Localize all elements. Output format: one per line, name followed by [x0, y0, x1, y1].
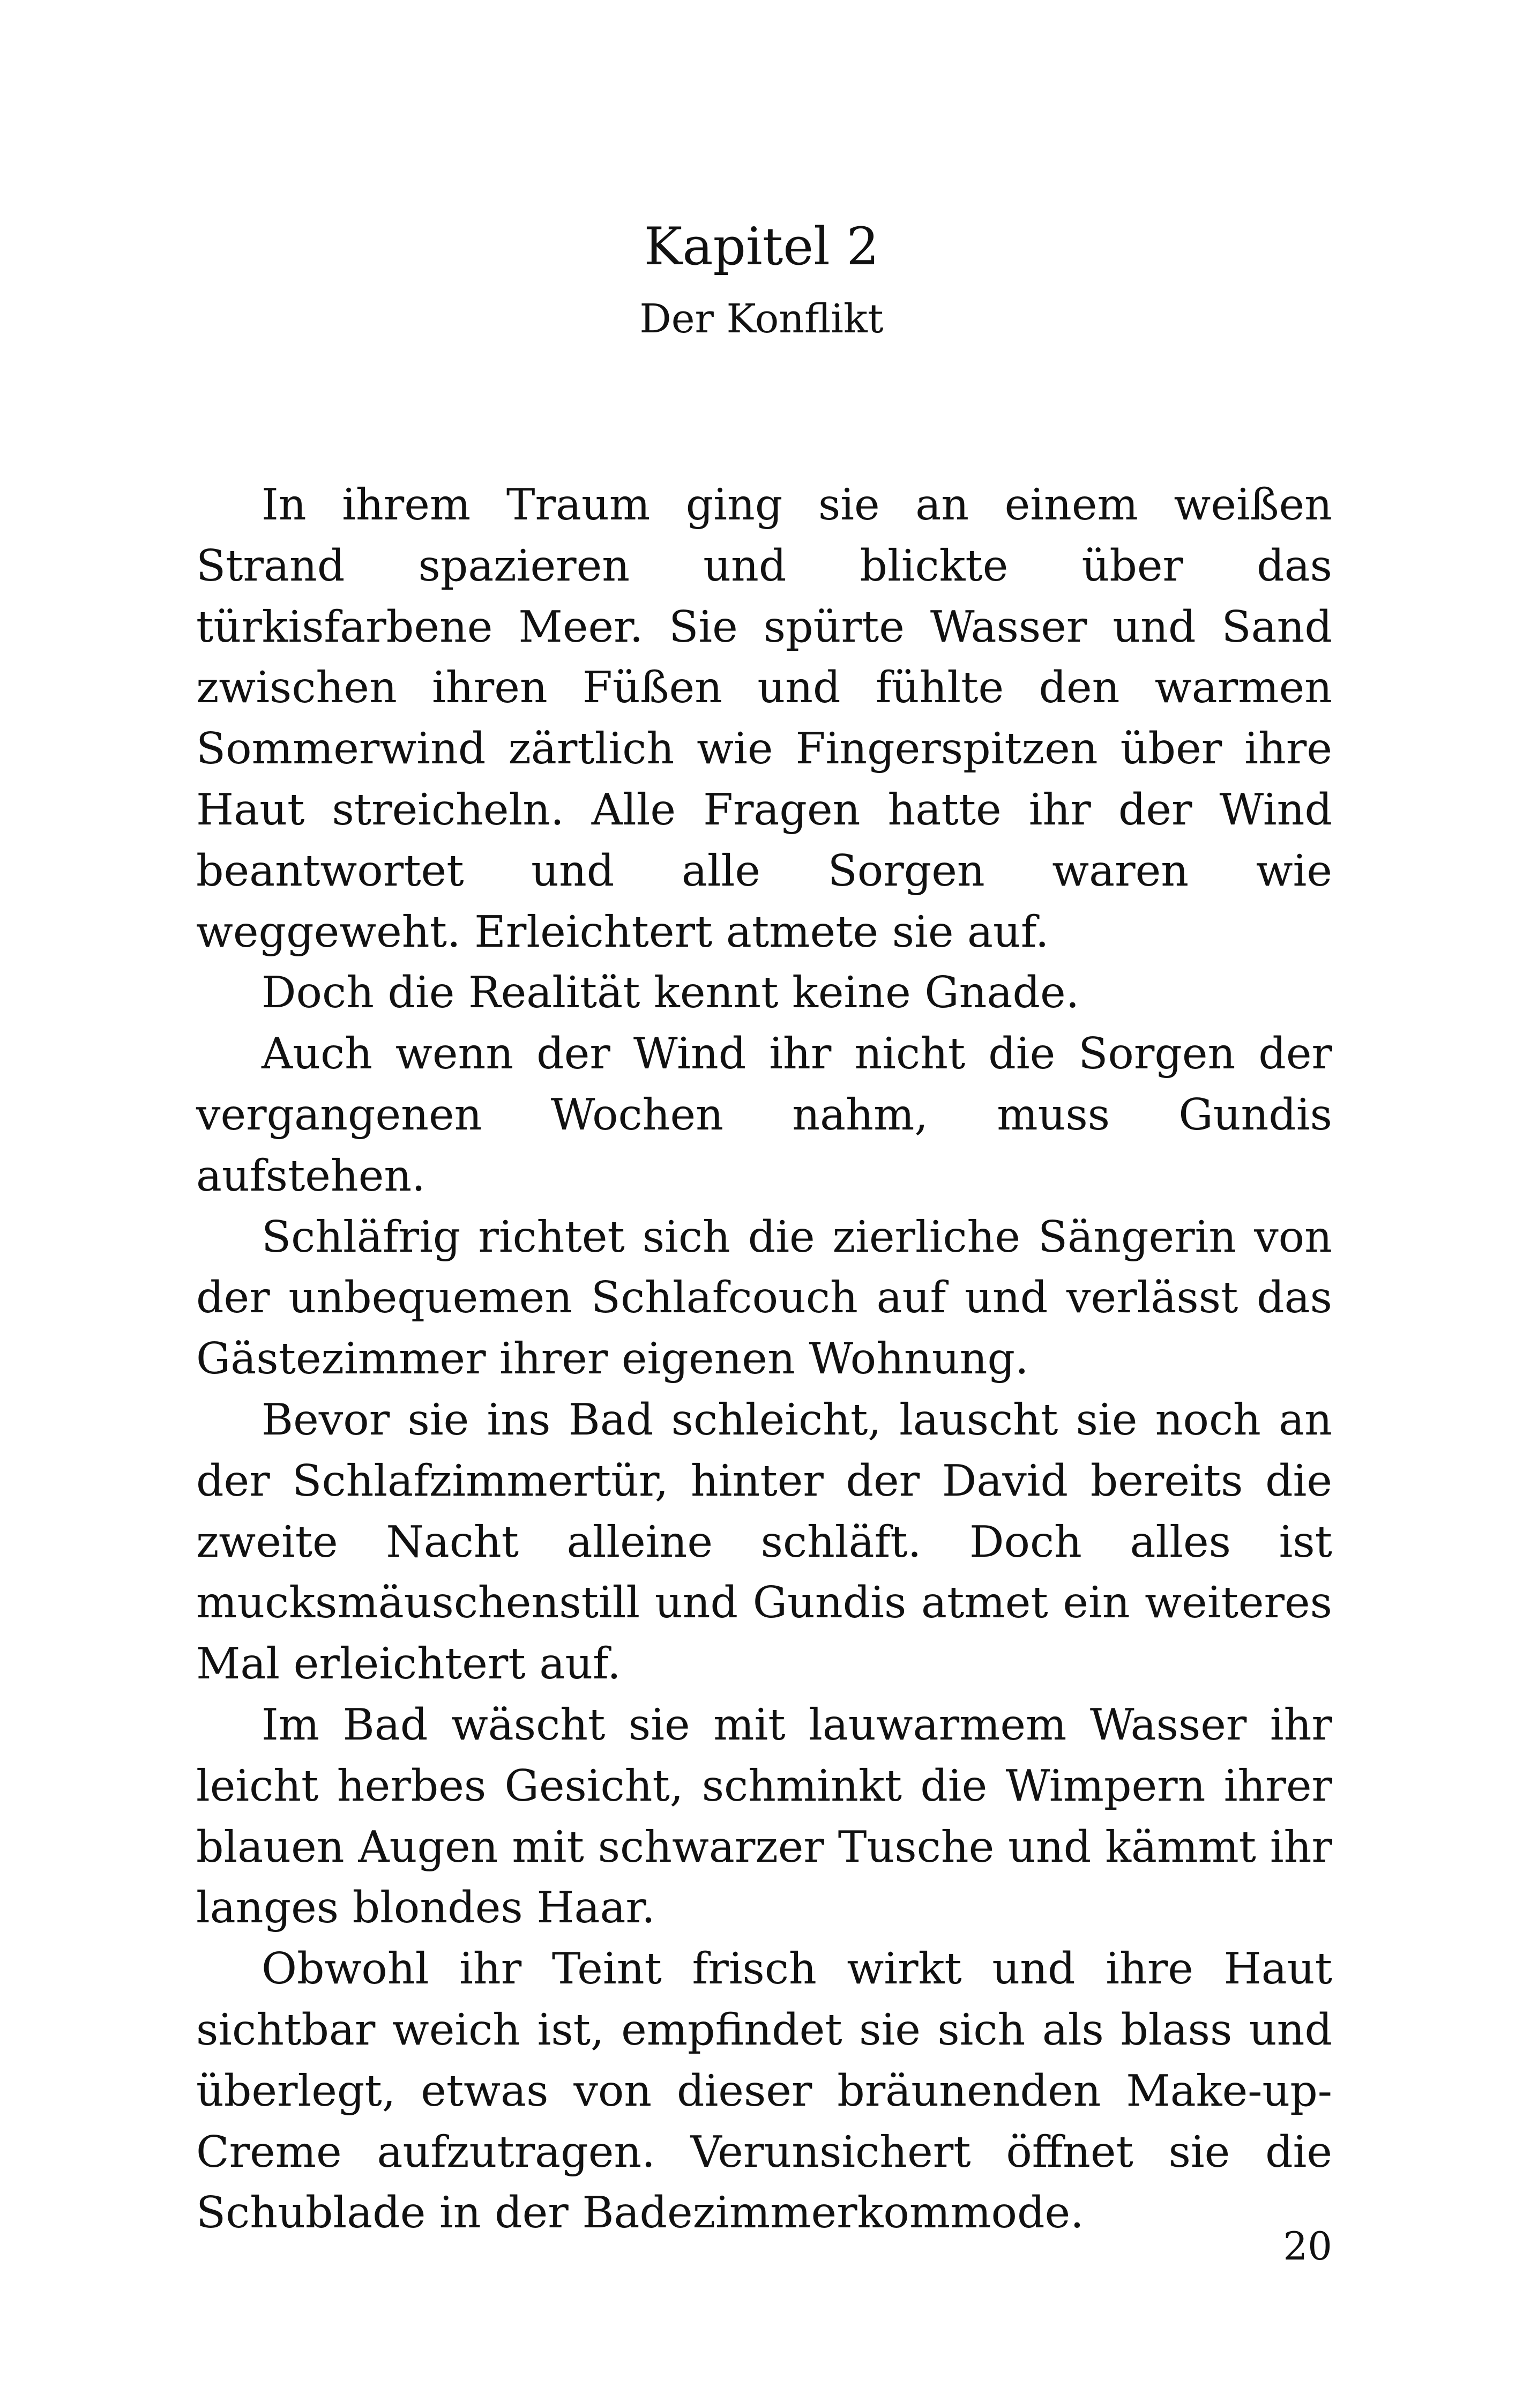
paragraph: Schläfrig richtet sich die zierliche Sängerin von der unbequemen Schlafcouch auf und verlässt das Gästezimmer ihrer eigenen Wohnung. [196, 1211, 1332, 1384]
paragraph: Bevor sie ins Bad schleicht, lauscht sie noch an der Schlafzimmertür, hinter der David bereits die zweite Nacht alleine schläft. Doch alles ist mucksmäuschenstill und Gundis atmet ein weiteres Mal erleichtert auf. [196, 1394, 1332, 1689]
paragraph: Im Bad wäscht sie mit lauwarmem Wasser ihr leicht herbes Gesicht, schminkt die Wimpern ihrer blauen Augen mit schwarzer Tusche und kämmt ihr langes blondes Haar. [196, 1699, 1332, 1933]
paragraph: Doch die Realität kennt keine Gnade. [262, 967, 1080, 1018]
chapter-subtitle: Der Konflikt [639, 296, 884, 342]
body-text [196, 474, 1332, 2243]
paragraph: Obwohl ihr Teint frisch wirkt und ihre Haut sichtbar weich ist, empfindet sie sich als blass und überlegt, etwas von dieser bräunenden Make-up-Creme aufzutragen. Verunsichert öffnet sie die Schublade in der Badezimmerkommode. [196, 1943, 1332, 2238]
paragraph: In ihrem Traum ging sie an einem weißen Strand spazieren und blickte über das türkisfarbene Meer. Sie spürte Wasser und Sand zwischen ihren Füßen und fühlte den warmen Sommerwind zärtlich wie Fingerspitzen über ihre Haut streicheln. Alle Fragen hatte ihr der Wind beantwortet und alle Sorgen waren wie weggeweht. Erleichtert atmete sie auf. [196, 479, 1332, 957]
page-number: 20 [1283, 2224, 1332, 2269]
chapter-title: Kapitel 2 [644, 217, 879, 277]
paragraph: Auch wenn der Wind ihr nicht die Sorgen der vergangenen Wochen nahm, muss Gundis aufstehen. [196, 1028, 1332, 1201]
